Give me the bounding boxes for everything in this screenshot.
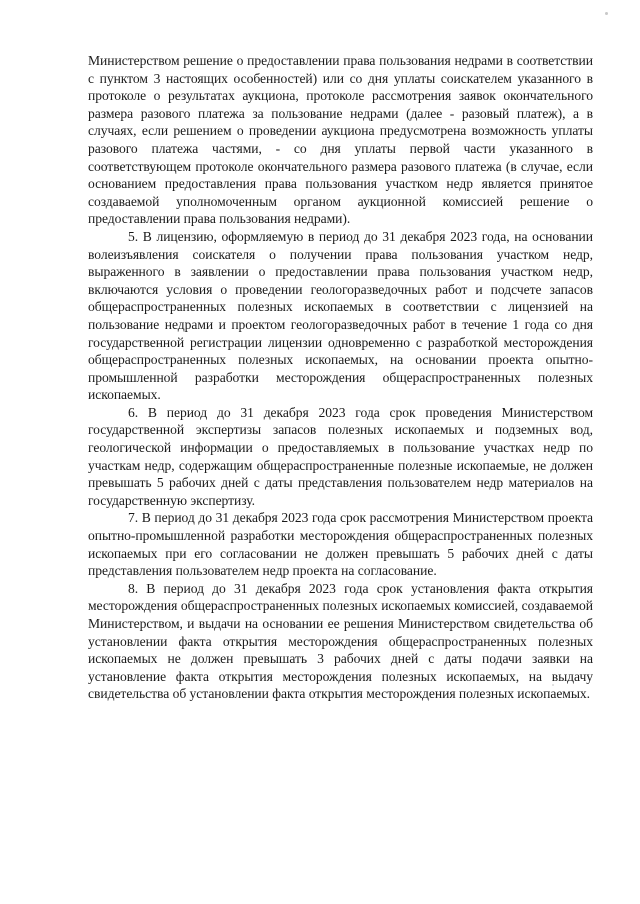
scan-speck (552, 684, 554, 686)
paragraph-5: 5. В лицензию, оформляемую в период до 31 декабря 2023 года, на основании волеизъявления соискателя о получении права пользования участком недр, выраженного в заявлении о предоставлении права пользования участком недр, включаются условия о проведении геологоразведочных работ и подсчете запасов общераспространенных полезных ископаемых в соответствии с лицензией на пользование недрами и проектом геологоразведочных работ в течение 1 года со дня государственной регистрации лицензии одновременно с разработкой месторождения общераспространенных полезных ископаемых, на основании проекта опытно-промышленной разработки месторождения общераспространенных полезных ископаемых. (88, 228, 593, 403)
paragraph-6: 6. В период до 31 декабря 2023 года срок проведения Министерством государственной экспертизы запасов полезных ископаемых и подземных вод, геологической информации о предоставляемых в пользование участках недр по участкам недр, содержащим общераспространенные полезные ископаемые, не должен превышать 5 рабочих дней с даты представления пользователем недр материалов на государственную экспертизу. (88, 404, 593, 508)
paragraph-7: 7. В период до 31 декабря 2023 года срок рассмотрения Министерством проекта опытно-промышленной разработки месторождения общераспространенных полезных ископаемых при его согласовании не должен превышать 5 рабочих дней с даты представления пользователем недр проекта на согласование. (88, 510, 593, 579)
paragraph-continuation: Министерством решение о предоставлении права пользования недрами в соответствии с пунктом 3 настоящих особенностей) или со дня уплаты соискателем указанного в протоколе о результатах аукциона, протоколе рассмотрения заявок окончательного размера разового платежа за пользование недрами (далее - разовый платеж), а в случаях, если решением о проведении аукциона предусмотрена возможность уплаты разового платежа частями, - со дня уплаты первой части указанного в соответствующем протоколе окончательного размера разового платежа (в случае, если основанием предоставления права пользования участком недр является принятое создаваемой уполномоченным органом аукционной комиссией решение о предоставлении права пользования недрами). (88, 53, 593, 227)
scan-mark (605, 12, 608, 15)
paragraph-8: 8. В период до 31 декабря 2023 года срок установления факта открытия месторождения общераспространенных полезных ископаемых комиссией, создаваемой Министерством, и выдачи на основании ее решения Министерством свидетельства об установлении факта открытия месторождения общераспространенных полезных ископаемых не должен превышать 3 рабочих дней с даты подачи заявки на установление факта открытия месторождения полезных ископаемых, на выдачу свидетельства об установлении факта открытия месторождения полезных ископаемых. (88, 580, 593, 702)
document-body (88, 52, 593, 703)
